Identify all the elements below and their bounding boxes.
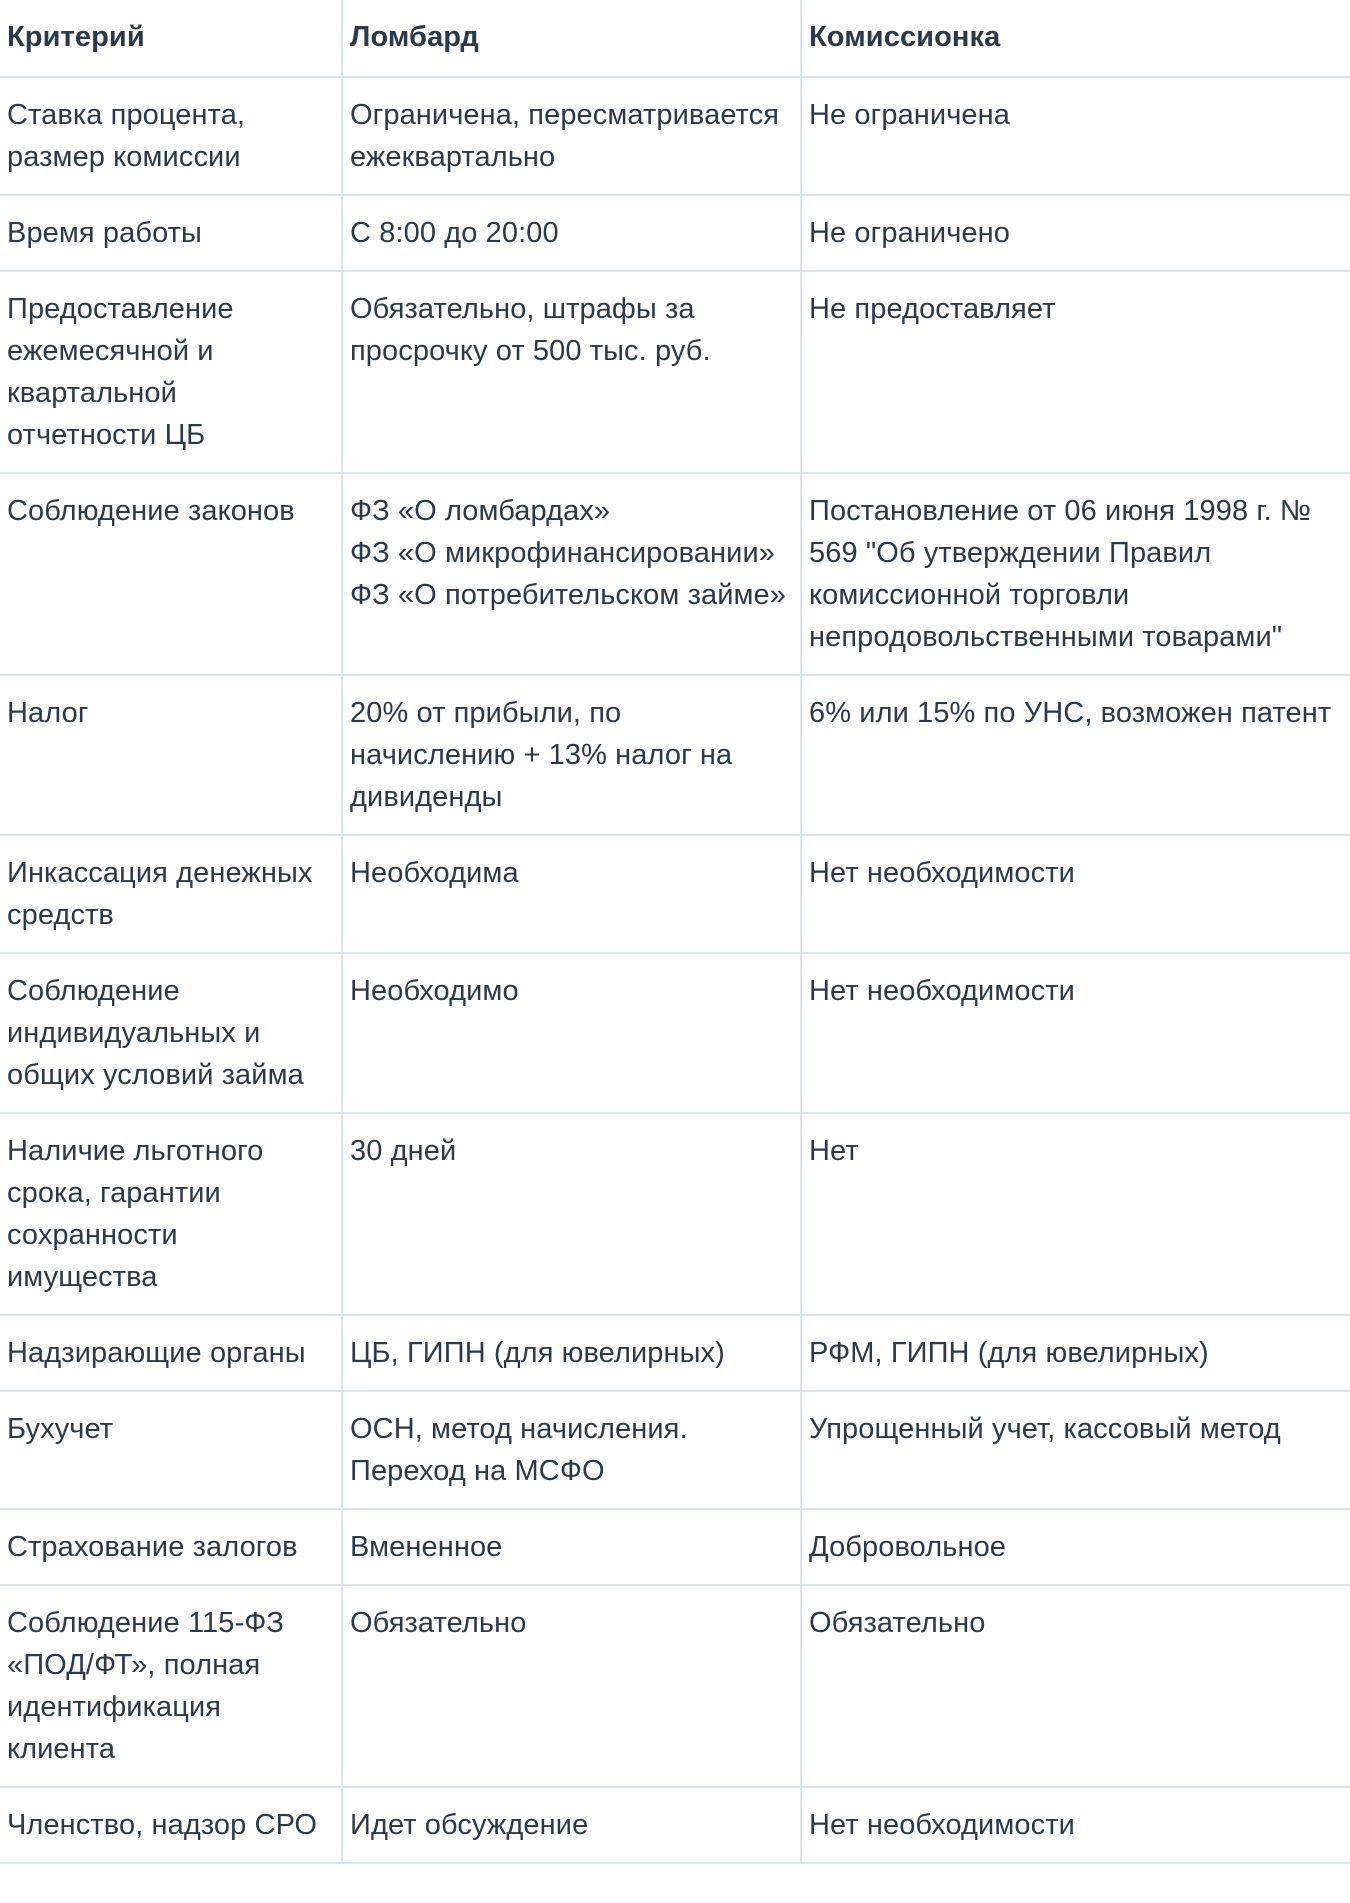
cell-criterion: Соблюдение индивидуальных и общих условий займа [0,953,342,1113]
table-row [0,675,1350,835]
cell-lombard: Необходима [342,835,801,953]
law-line: ФЗ «О микрофинансировании» [350,537,775,569]
cell-commission: Не предоставляет [801,271,1350,473]
cell-commission: Обязательно [801,1585,1350,1787]
cell-lombard: Необходимо [342,953,801,1113]
cell-commission: Упрощенный учет, кассовый метод [801,1391,1350,1509]
cell-lombard [342,1391,801,1509]
cell-criterion: Предоставление ежемесячной и квартальной отчетности ЦБ [0,271,342,473]
cell-commission: Не ограничена [801,77,1350,195]
table-row [0,195,1350,271]
header-criterion: Критерий [0,0,342,77]
table-row [0,953,1350,1113]
cell-criterion: Наличие льготного срока, гарантии сохранности имущества [0,1113,342,1315]
cell-commission: Нет [801,1113,1350,1315]
law-line: ФЗ «О ломбардах» [350,495,611,527]
table-row [0,1585,1350,1787]
cell-lombard: Обязательно, штрафы за просрочку от 500 тыс. руб. [342,271,801,473]
cell-criterion: Соблюдение законов [0,473,342,675]
cell-criterion: Страхование залогов [0,1509,342,1585]
cell-criterion: Надзирающие органы [0,1315,342,1391]
cell-commission: Нет необходимости [801,1787,1350,1863]
header-commission: Комиссионка [801,0,1350,77]
cell-lombard: Вмененное [342,1509,801,1585]
cell-criterion: Инкассация денежных средств [0,835,342,953]
table-row [0,1509,1350,1585]
table-row [0,271,1350,473]
cell-criterion: Ставка процента, размер комиссии [0,77,342,195]
cell-criterion: Налог [0,675,342,835]
cell-criterion: Время работы [0,195,342,271]
cell-commission: Добровольное [801,1509,1350,1585]
cell-commission: Нет необходимости [801,953,1350,1113]
cell-commission: Постановление от 06 июня 1998 г. № 569 "Об утверждении Правил комиссионной торговли непродовольственными товарами" [801,473,1350,675]
header-lombard: Ломбард [342,0,801,77]
table-row [0,473,1350,675]
cell-lombard: Обязательно [342,1585,801,1787]
cell-commission: Нет необходимости [801,835,1350,953]
cell-lombard: 20% от прибыли, по начислению + 13% налог на дивиденды [342,675,801,835]
table-header [0,0,1350,77]
cell-criterion: Бухучет [0,1391,342,1509]
cell-commission: 6% или 15% по УНС, возможен патент [801,675,1350,835]
table-row [0,835,1350,953]
table-row [0,1315,1350,1391]
accounting-line: Переход на МСФО [350,1455,605,1487]
table-row [0,1113,1350,1315]
cell-lombard [342,473,801,675]
table-row [0,1787,1350,1863]
cell-criterion: Членство, надзор СРО [0,1787,342,1863]
cell-lombard: С 8:00 до 20:00 [342,195,801,271]
accounting-line: ОСН, метод начисления. [350,1413,688,1445]
cell-commission: РФМ, ГИПН (для ювелирных) [801,1315,1350,1391]
table-row [0,77,1350,195]
table-row [0,1391,1350,1509]
cell-lombard: Идет обсуждение [342,1787,801,1863]
law-line: ФЗ «О потребительском займе» [350,579,786,611]
cell-lombard: ЦБ, ГИПН (для ювелирных) [342,1315,801,1391]
cell-commission: Не ограничено [801,195,1350,271]
cell-lombard: Ограничена, пересматривается ежеквартально [342,77,801,195]
cell-criterion: Соблюдение 115-ФЗ «ПОД/ФТ», полная идентификация клиента [0,1585,342,1787]
table-body [0,77,1350,1863]
cell-lombard: 30 дней [342,1113,801,1315]
header-row [0,0,1350,77]
